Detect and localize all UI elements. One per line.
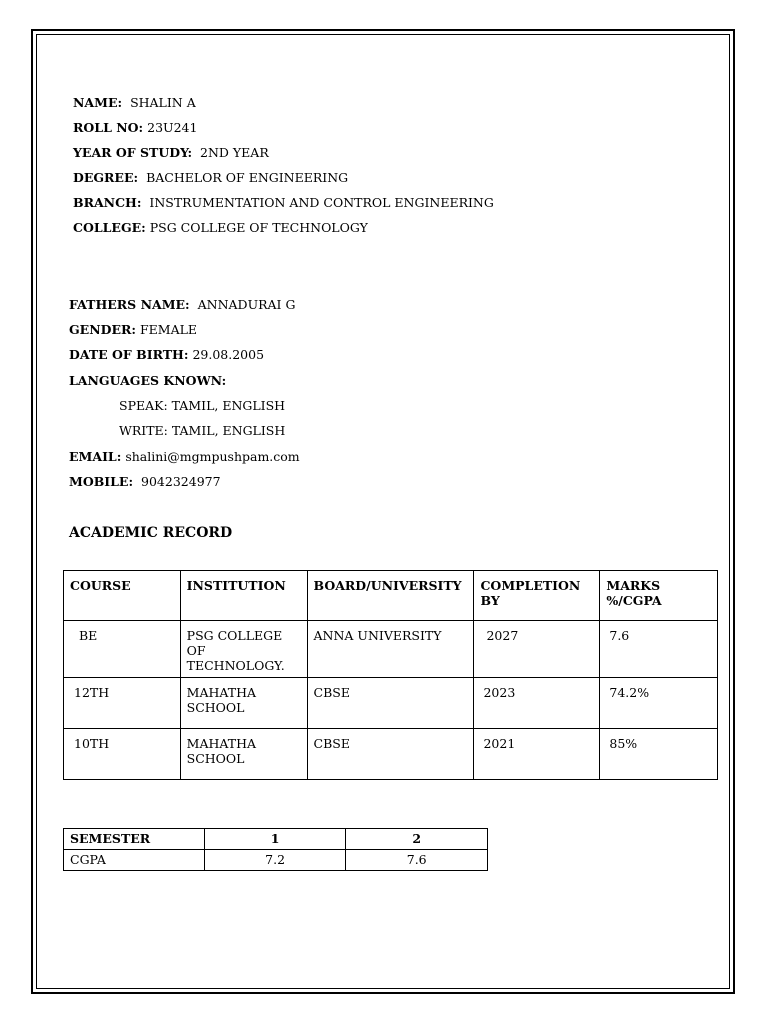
mobile-label: MOBILE: (69, 474, 134, 489)
table-row (64, 621, 718, 678)
cell-completion: 2023 (474, 678, 600, 729)
header-semester: SEMESTER (64, 829, 205, 850)
table-row (64, 850, 488, 871)
gender-label: GENDER: (69, 322, 136, 337)
header-board: BOARD/UNIVERSITY (307, 571, 474, 621)
cell-cgpa-sem-1: 7.2 (204, 850, 346, 871)
speak-line: SPEAK: TAMIL, ENGLISH (119, 398, 286, 413)
write-line: WRITE: TAMIL, ENGLISH (119, 423, 286, 438)
cell-marks: 7.6 (600, 621, 718, 678)
header-semester-2: 2 (346, 829, 488, 850)
gender-line (69, 322, 197, 338)
college-label: COLLEGE: (73, 220, 146, 235)
college-line (73, 220, 368, 236)
branch-label: BRANCH: (73, 195, 142, 210)
cell-course: 10TH (64, 729, 181, 780)
roll-line (73, 120, 197, 136)
father-label: FATHERS NAME: (69, 297, 190, 312)
table-header-row (64, 571, 718, 621)
cell-marks: 74.2% (600, 678, 718, 729)
dob-line (69, 347, 264, 363)
email-label: EMAIL: (69, 449, 122, 464)
cell-board: ANNA UNIVERSITY (307, 621, 474, 678)
branch-value: INSTRUMENTATION AND CONTROL ENGINEERING (149, 195, 494, 210)
cell-course: BE (64, 621, 181, 678)
name-label: NAME: (73, 95, 123, 110)
mobile-value: 9042324977 (141, 474, 221, 489)
college-value: PSG COLLEGE OF TECHNOLOGY (149, 220, 368, 235)
table-row (64, 729, 718, 780)
degree-label: DEGREE: (73, 170, 139, 185)
languages-label: LANGUAGES KNOWN: (69, 373, 227, 388)
header-semester-1: 1 (204, 829, 346, 850)
header-completion: COMPLETION BY (474, 571, 600, 621)
degree-line (73, 170, 348, 186)
name-value: SHALIN A (130, 95, 196, 110)
table-header-row (64, 829, 488, 850)
academic-record-heading: ACADEMIC RECORD (69, 525, 233, 541)
cell-board: CBSE (307, 729, 474, 780)
header-course: COURSE (64, 571, 181, 621)
roll-value: 23U241 (147, 120, 198, 135)
year-label: YEAR OF STUDY: (73, 145, 193, 160)
year-value: 2ND YEAR (200, 145, 269, 160)
email-line (69, 449, 300, 465)
degree-value: BACHELOR OF ENGINEERING (146, 170, 349, 185)
cell-board: CBSE (307, 678, 474, 729)
dob-label: DATE OF BIRTH: (69, 347, 189, 362)
roll-label: ROLL NO: (73, 120, 144, 135)
cell-institution: MAHATHA SCHOOL (180, 729, 307, 780)
cell-institution: PSG COLLEGE OF TECHNOLOGY. (180, 621, 307, 678)
table-row (64, 678, 718, 729)
cell-completion: 2021 (474, 729, 600, 780)
father-value: ANNADURAI G (197, 297, 296, 312)
branch-line (73, 195, 494, 211)
cell-institution: MAHATHA SCHOOL (180, 678, 307, 729)
father-line (69, 297, 295, 313)
cell-marks: 85% (600, 729, 718, 780)
header-institution: INSTITUTION (180, 571, 307, 621)
year-line (73, 145, 269, 161)
semester-cgpa-table (63, 828, 488, 871)
mobile-line (69, 474, 221, 490)
gender-value: FEMALE (139, 322, 198, 337)
cell-cgpa-sem-2: 7.6 (346, 850, 488, 871)
cell-completion: 2027 (474, 621, 600, 678)
name-line (73, 95, 196, 111)
cell-course: 12TH (64, 678, 181, 729)
languages-line (69, 373, 226, 389)
cell-cgpa-label: CGPA (64, 850, 205, 871)
email-value: shalini@mgmpushpam.com (125, 449, 300, 464)
dob-value: 29.08.2005 (192, 347, 265, 362)
header-marks: MARKS %/CGPA (600, 571, 718, 621)
academic-record-table (63, 570, 718, 780)
